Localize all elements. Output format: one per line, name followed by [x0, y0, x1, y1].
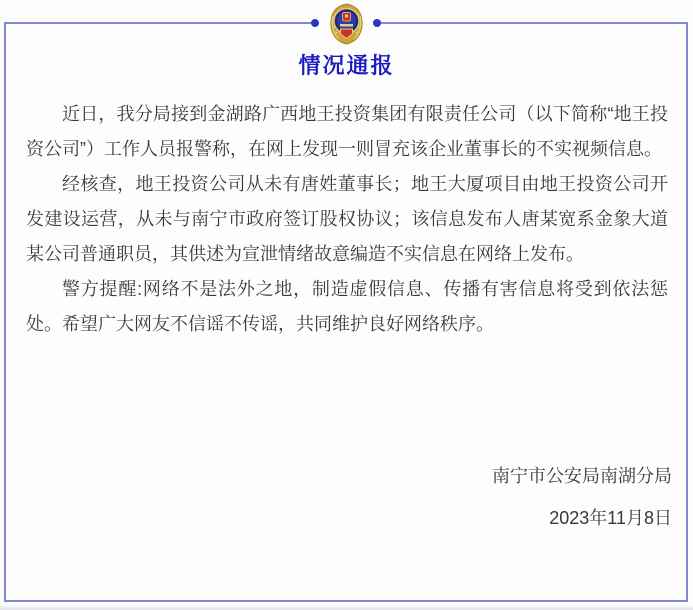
signature-block	[172, 455, 672, 539]
police-badge-icon	[327, 2, 366, 45]
notice-body	[26, 97, 668, 342]
issuing-authority: 南宁市公安局南湖分局	[492, 466, 672, 486]
decorative-dot-right	[373, 19, 381, 27]
paragraph-verification: 经核查，地王投资公司从未有唐姓董事长；地王大厦项目由地王投资公司开发建设运营，从未与南宁市政府签订股权协议；该信息发布人唐某宽系金象大道某公司普通职员，其供述为宣泄情绪故意编造不实信息在网络上发布。	[26, 174, 668, 264]
paragraph-report: 近日，我分局接到金湖路广西地王投资集团有限责任公司（以下简称“地王投资公司”）工作人员报警称，在网上发现一则冒充该企业董事长的不实视频信息。	[26, 104, 668, 159]
issue-date: 2023年11月8日	[549, 508, 672, 528]
page-title: 情况通报	[298, 53, 395, 78]
decorative-dot-left	[311, 19, 319, 27]
photo-bottom-edge	[0, 606, 693, 610]
paragraph-police-reminder: 警方提醒:网络不是法外之地，制造虚假信息、传播有害信息将受到依法惩处。希望广大网友不信谣不传谣，共同维护良好网络秩序。	[26, 279, 668, 334]
